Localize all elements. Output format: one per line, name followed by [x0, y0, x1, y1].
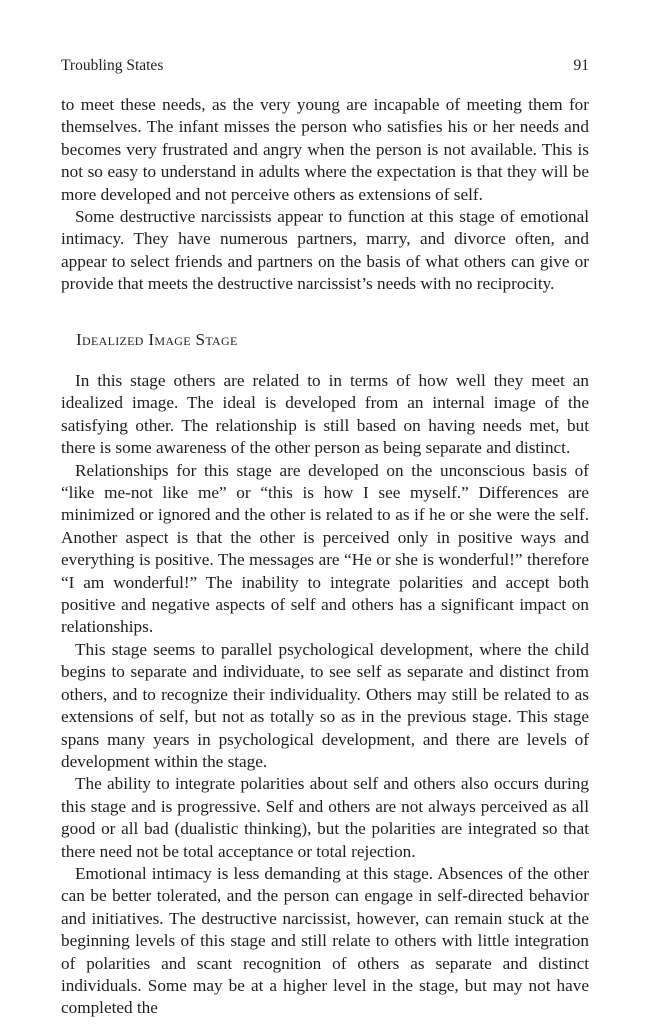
- running-header: [61, 56, 589, 76]
- section-body: [61, 370, 589, 1020]
- paragraph: Emotional intimacy is less demanding at this stage. Absences of the other can be better tolerated, and the person can engage in self-directed behavior and initiatives. The destructive narcissist, however, can remain stuck at the beginning levels of this stage and still relate to others with little integration of polarities and scant recognition of others as separate and distinct individuals. Some may be at a higher level in the stage, but may not have completed the: [61, 863, 589, 1018]
- paragraph-continued: to meet these needs, as the very young are incapable of meeting them for themselves. The infant misses the person who satisfies his or her needs and becomes very frustrated and angry when the person is not available. This is not so easy to understand in adults where the expectation is that they will be more developed and not perceive others as extensions of self.: [61, 95, 589, 204]
- running-title: Troubling States: [61, 57, 164, 74]
- continued-text-block: [61, 94, 589, 296]
- section-heading: Idealized Image Stage: [76, 330, 238, 349]
- paragraph: In this stage others are related to in terms of how well they meet an idealized image. The ideal is developed from an internal image of the satisfying other. The relationship is still based on having needs met, but there is some awareness of the other person as being separate and distinct.: [61, 371, 589, 458]
- paragraph: Some destructive narcissists appear to function at this stage of emotional intimacy. They have numerous partners, marry, and divorce often, and appear to select friends and partners on the basis of what others can give or provide that meets the destructive narcissist’s needs with no reciprocity.: [61, 207, 589, 294]
- paragraph: The ability to integrate polarities about self and others also occurs during this stage and is progressive. Self and others are not always perceived as all good or all bad (dualistic thinking), but the polarities are integrated so that there need not be total acceptance or total rejection.: [61, 774, 589, 861]
- page-number: 91: [573, 57, 589, 74]
- paragraph: Relationships for this stage are developed on the unconscious basis of “like me-not like me” or “this is how I see myself.” Differences are minimized or ignored and the other is related to as if he or she were the self. Another aspect is that the other is perceived only in positive ways and everything is positive. The messages are “He or she is wonderful!” therefore “I am wonderful!” The inability to integrate polarities and accept both positive and negative aspects of self and others has a significant impact on relationships.: [61, 460, 589, 637]
- paragraph: This stage seems to parallel psychological development, where the child begins to separate and individuate, to see self as separate and distinct from others, and to recognize their individuality. Others may still be related to as extensions of self, but not as totally so as in the previous stage. This stage spans many years in psychological development, and there are levels of development within the stage.: [61, 639, 589, 771]
